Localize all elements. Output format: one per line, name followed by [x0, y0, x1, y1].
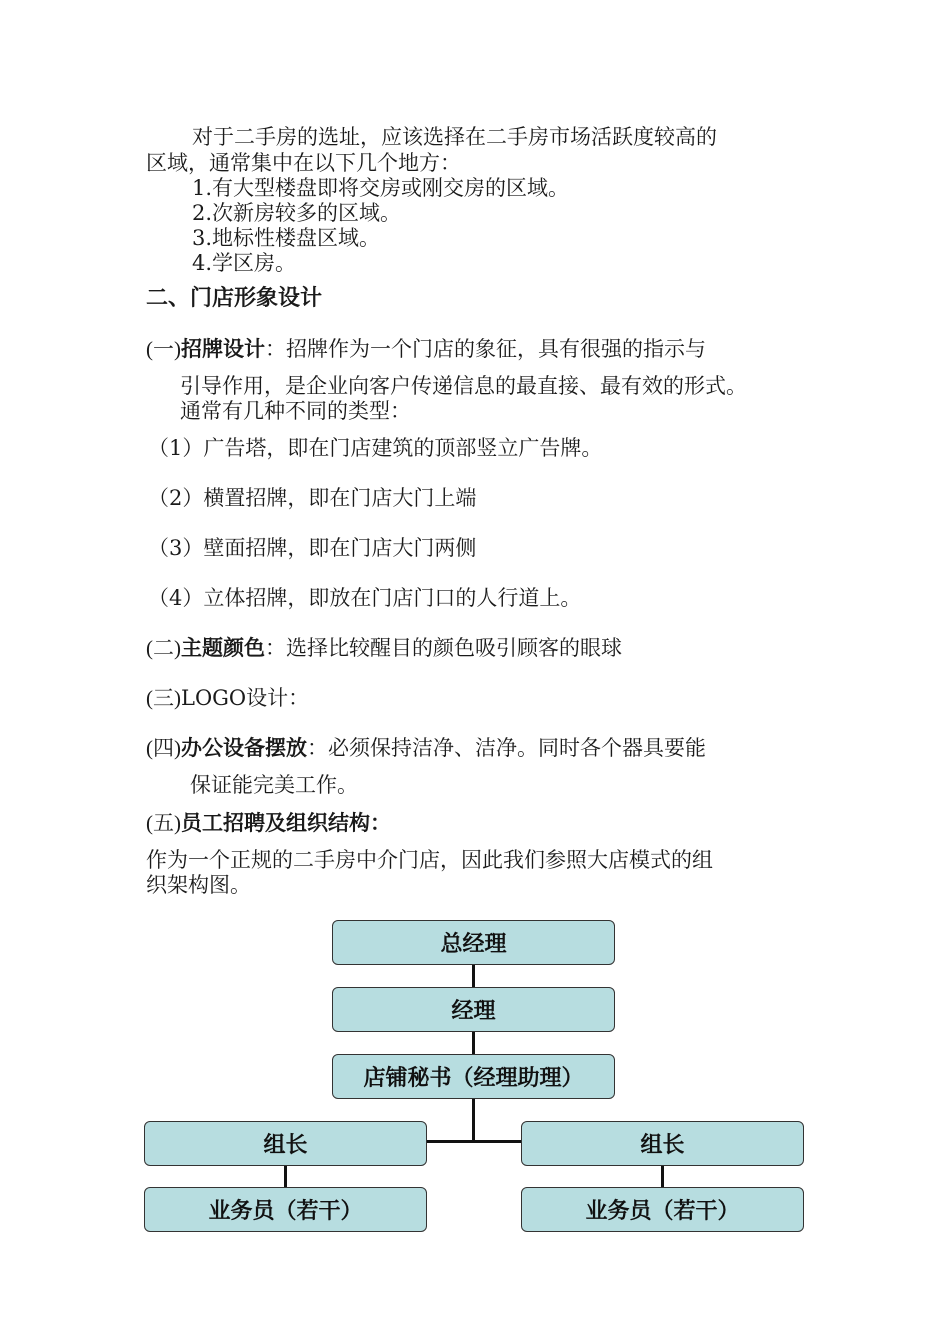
org-box-staff-left: 业务员（若干）	[144, 1187, 427, 1232]
paragraph-theme-color	[146, 635, 622, 661]
org-box-team-leader-right: 组长	[521, 1121, 804, 1166]
signboard-line-2: 引导作用，是企业向客户传递信息的最直接、最有效的形式。	[180, 374, 747, 398]
intro-item-3: 3.地标性楼盘区域。	[192, 226, 381, 250]
connector-line	[426, 1140, 522, 1143]
connector-line	[472, 965, 475, 987]
paragraph-staff	[146, 810, 391, 836]
connector-line	[284, 1166, 287, 1187]
paragraph-logo	[146, 685, 309, 711]
paragraph-office-equipment	[146, 735, 706, 761]
intro-line-1: 对于二手房的选址，应该选择在二手房市场活跃度较高的	[192, 125, 717, 149]
org-box-staff-right: 业务员（若干）	[521, 1187, 804, 1232]
paragraph-text: LOGO设计：	[181, 686, 310, 710]
intro-line-2: 区域，通常集中在以下几个地方：	[146, 151, 461, 175]
signboard-type-1: （1）广告塔，即在门店建筑的顶部竖立广告牌。	[148, 436, 603, 460]
paragraph-label: 主题颜色	[181, 636, 265, 660]
signboard-type-4: （4）立体招牌，即放在门店门口的人行道上。	[148, 586, 582, 610]
intro-item-2: 2.次新房较多的区域。	[192, 201, 402, 225]
paragraph-text: ：必须保持洁净、洁净。同时各个器具要能	[307, 736, 706, 760]
paragraph-number: (四)	[146, 736, 181, 760]
intro-item-1: 1.有大型楼盘即将交房或刚交房的区域。	[192, 176, 570, 200]
org-intro-line-2: 织架构图。	[146, 873, 251, 897]
paragraph-text: ：选择比较醒目的颜色吸引顾客的眼球	[265, 636, 622, 660]
paragraph-signboard	[146, 336, 706, 362]
org-box-manager: 经理	[332, 987, 615, 1032]
paragraph-label: 办公设备摆放	[181, 736, 307, 760]
paragraph-number: (三)	[146, 686, 181, 710]
signboard-type-3: （3）壁面招牌，即在门店大门两侧	[148, 536, 477, 560]
org-intro-line-1: 作为一个正规的二手房中介门店，因此我们参照大店模式的组	[146, 848, 713, 872]
section-heading: 二、门店形象设计	[146, 286, 323, 311]
signboard-line-3: 通常有几种不同的类型：	[180, 399, 411, 423]
paragraph-number: (五)	[146, 811, 181, 835]
paragraph-label: 员工招聘及组织结构：	[181, 811, 391, 835]
paragraph-colon: ：	[265, 337, 286, 361]
intro-item-4: 4.学区房。	[192, 251, 297, 275]
org-box-team-leader-left: 组长	[144, 1121, 427, 1166]
connector-line	[472, 1032, 475, 1054]
org-box-general-manager: 总经理	[332, 920, 615, 965]
org-box-secretary: 店铺秘书（经理助理）	[332, 1054, 615, 1099]
signboard-type-2: （2）横置招牌，即在门店大门上端	[148, 486, 477, 510]
connector-line	[472, 1099, 475, 1142]
paragraph-number: (一)	[146, 337, 181, 361]
paragraph-label: 招牌设计	[181, 337, 265, 361]
office-equipment-line-2: 保证能完美工作。	[190, 773, 358, 797]
paragraph-number: (二)	[146, 636, 181, 660]
paragraph-text: 招牌作为一个门店的象征，具有很强的指示与	[286, 337, 706, 361]
connector-line	[661, 1166, 664, 1187]
